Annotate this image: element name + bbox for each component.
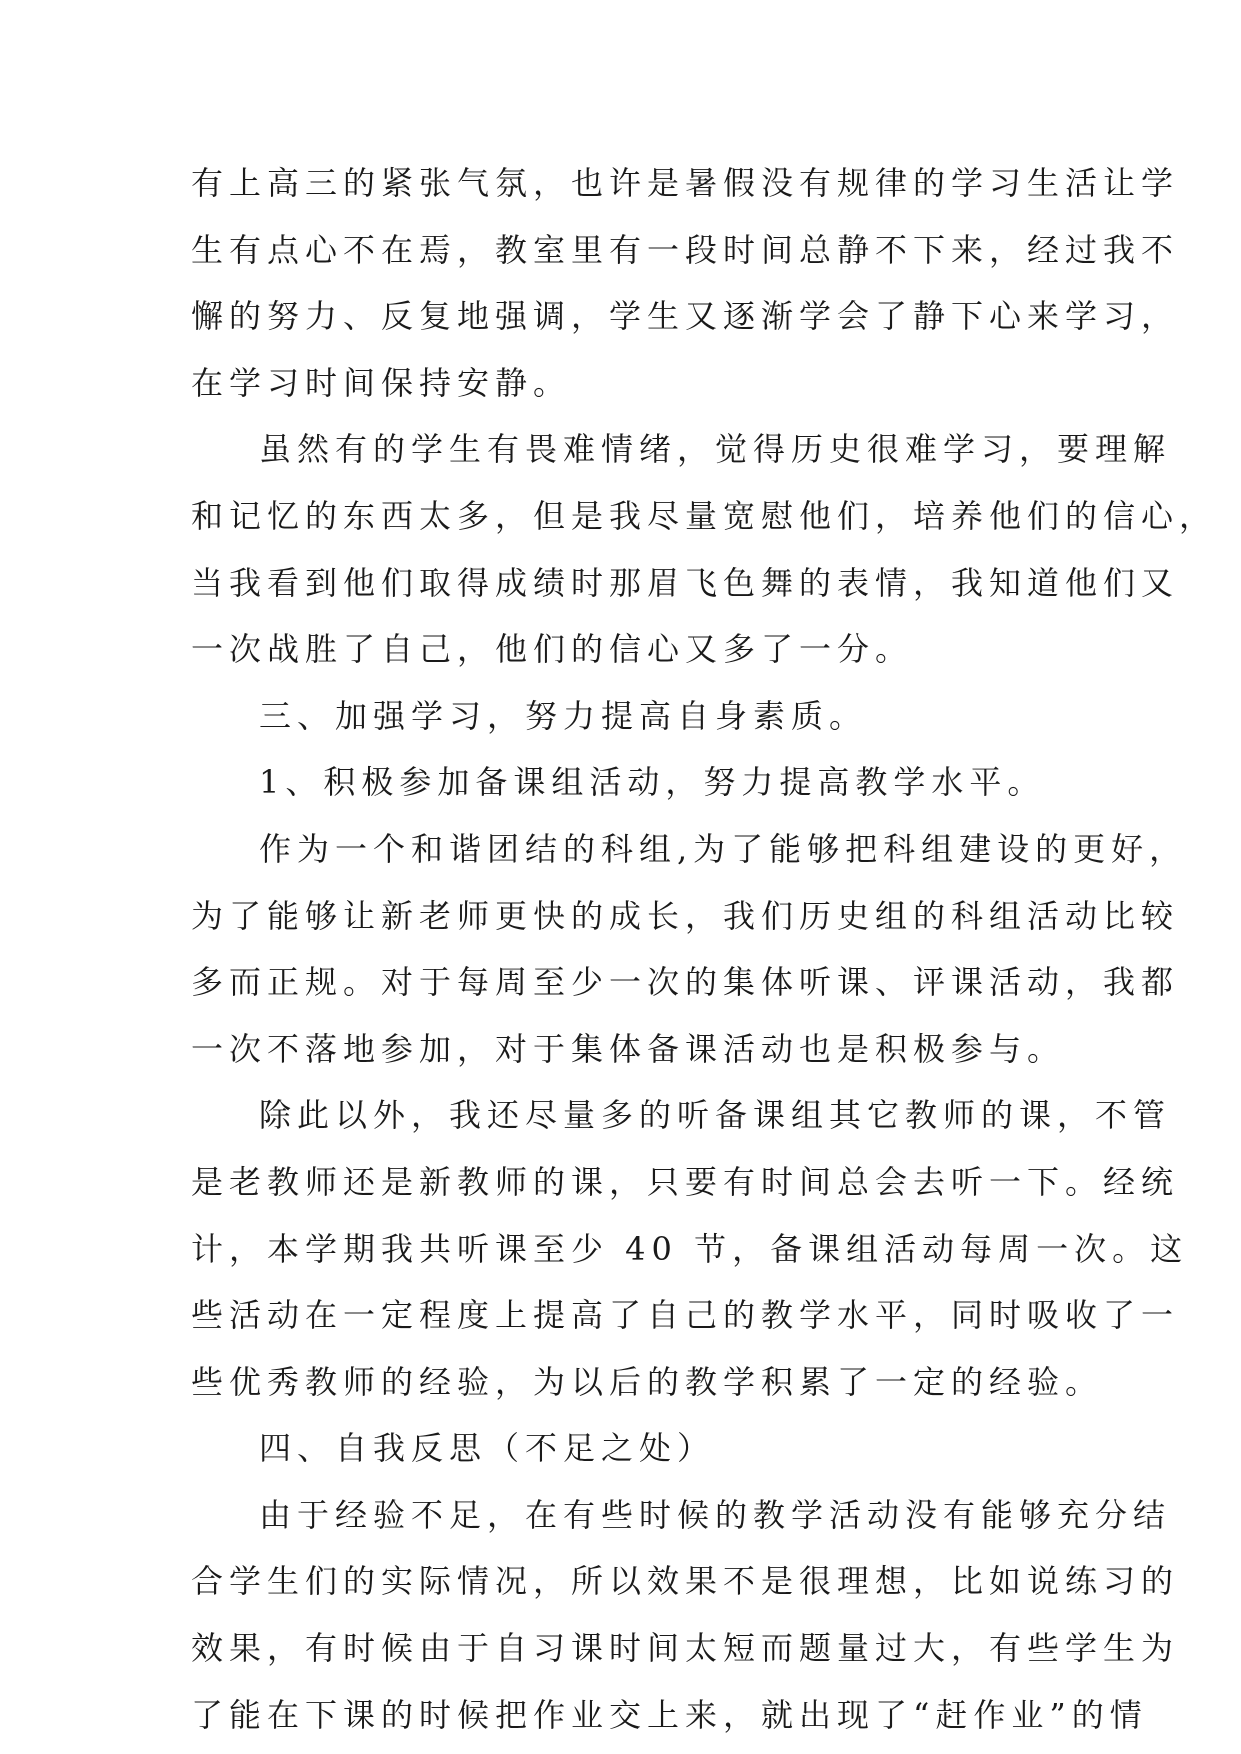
text-line: 一次战胜了自己，他们的信心又多了一分。 [191, 630, 914, 669]
text-line: 和记忆的东西太多，但是我尽量宽慰他们，培养他们的信心， [191, 496, 1218, 535]
body-text [191, 150, 1218, 1748]
text-line: 当我看到他们取得成绩时那眉飞色舞的表情，我知道他们又 [191, 563, 1180, 602]
text-line: 为了能够让新老师更快的成长，我们历史组的科组活动比较 [191, 896, 1180, 935]
text-line: 懈的努力、反复地强调，学生又逐渐学会了静下心来学习， [191, 297, 1180, 336]
text-line: 生有点心不在焉，教室里有一段时间总静不下来，经过我不 [191, 230, 1180, 269]
text-line: 有上高三的紧张气氛，也许是暑假没有规律的学习生活让学 [191, 164, 1180, 202]
text-line: 些优秀教师的经验，为以后的教学积累了一定的经验。 [191, 1362, 1104, 1401]
text-line: 除此以外，我还尽量多的听备课组其它教师的课，不管 [259, 1096, 1172, 1135]
text-line: 一次不落地参加，对于集体备课活动也是积极参与。 [191, 1029, 1066, 1068]
text-line: 效果，有时候由于自习课时间太短而题量过大，有些学生为 [191, 1629, 1180, 1668]
text-line: 合学生们的实际情况，所以效果不是很理想，比如说练习的 [191, 1562, 1180, 1601]
section-heading: 四、自我反思（不足之处） [259, 1429, 716, 1468]
text-line: 些活动在一定程度上提高了自己的教学水平，同时吸收了一 [191, 1296, 1180, 1335]
text-line: 由于经验不足，在有些时候的教学活动没有能够充分结 [259, 1495, 1172, 1534]
text-line: 虽然有的学生有畏难情绪，觉得历史很难学习，要理解 [259, 430, 1172, 469]
subsection-heading: 1、积极参加备课组活动，努力提高教学水平。 [259, 763, 1046, 802]
text-line: 是老教师还是新教师的课，只要有时间总会去听一下。经统 [191, 1162, 1180, 1201]
text-line: 了能在下课的时候把作业交上来，就出现了“赶作业”的情 [191, 1695, 1148, 1734]
section-heading: 三、加强学习，努力提高自身素质。 [259, 696, 868, 735]
text-line: 作为一个和谐团结的科组,为了能够把科组建设的更好， [259, 829, 1188, 868]
text-line: 计，本学期我共听课至少 40 节，备课组活动每周一次。这 [191, 1229, 1189, 1268]
text-line: 多而正规。对于每周至少一次的集体听课、评课活动，我都 [191, 963, 1180, 1002]
text-line: 在学习时间保持安静。 [191, 363, 572, 402]
